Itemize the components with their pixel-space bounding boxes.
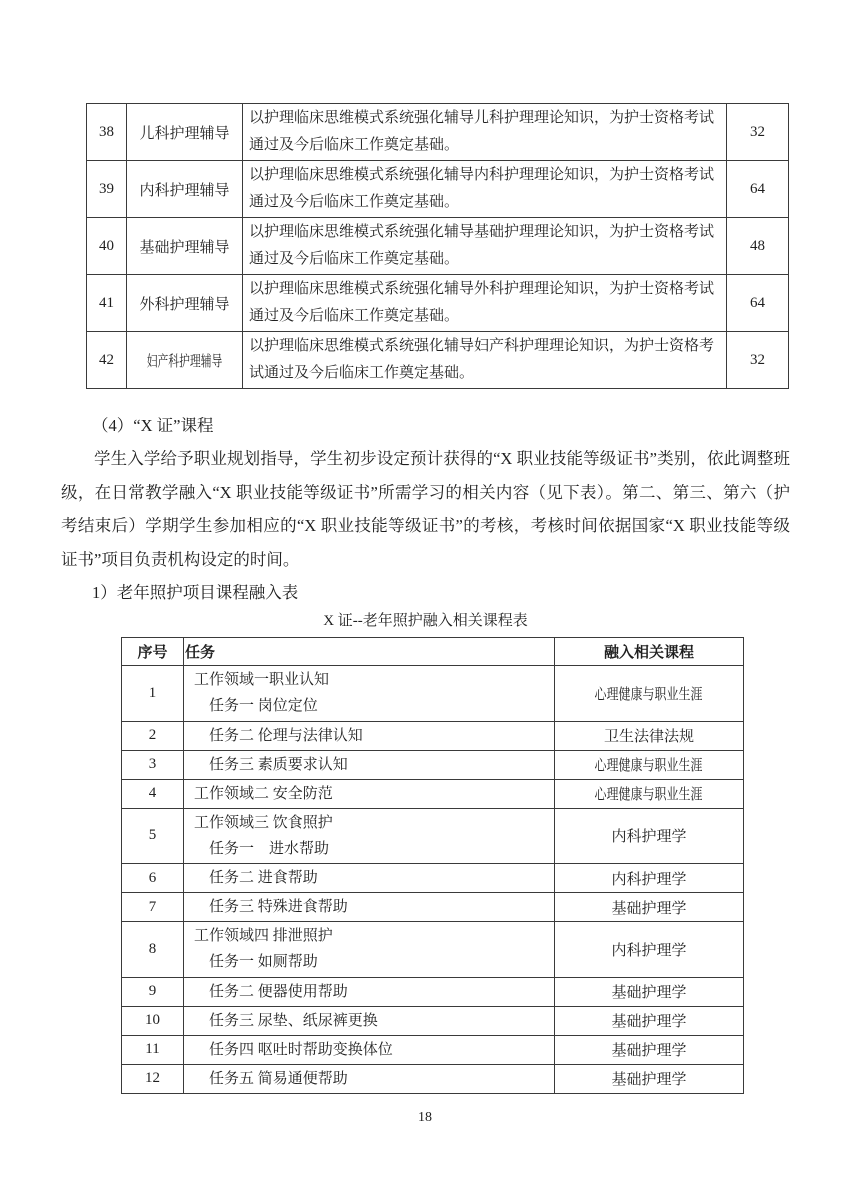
task-text: 任务一 岗位定位 xyxy=(209,698,318,715)
fusion-row xyxy=(122,977,744,1006)
course-name-text: 妇产科护理辅导 xyxy=(146,353,223,370)
related-course xyxy=(555,779,744,808)
work-domain-text: 工作领域二 安全防范 xyxy=(194,785,333,802)
page-number: 18 xyxy=(418,1110,432,1125)
row-number: 1 xyxy=(122,666,184,722)
task-text: 任务四 呕吐时帮助变换体位 xyxy=(209,1041,393,1058)
work-domain-text: 工作领域四 排泄照护 xyxy=(194,928,333,945)
related-course: 内科护理学 xyxy=(555,808,744,864)
row-number: 10 xyxy=(122,1006,184,1035)
course-hours: 32 xyxy=(727,332,789,389)
fusion-row xyxy=(122,750,744,779)
task-cell xyxy=(184,666,555,722)
task-cell xyxy=(184,750,555,779)
fusion-row xyxy=(122,779,744,808)
fusion-row xyxy=(122,893,744,922)
row-number: 9 xyxy=(122,977,184,1006)
related-course: 基础护理学 xyxy=(555,1006,744,1035)
fusion-row xyxy=(122,808,744,864)
course-hours: 32 xyxy=(727,104,789,161)
fusion-table-caption: X 证--老年照护融入相关课程表 xyxy=(323,613,528,629)
task-text: 任务二 伦理与法律认知 xyxy=(209,727,363,744)
section-paragraph: 学生入学给予职业规划指导，学生初步设定预计获得的“X 职业技能等级证书”类别，依此调整班级，在日常教学融入“X 职业技能等级证书”所需学习的相关内容（见下表）。第二、第三、第六（护考结束后）学期学生参加相应的“X 职业技能等级证书”的考核，考核时间依据国家“X 职业技能等级证书”项目负责机构设定的时间。 xyxy=(61,449,790,569)
course-hours: 64 xyxy=(727,275,789,332)
task-cell xyxy=(184,808,555,864)
course-number: 42 xyxy=(87,332,127,389)
related-course: 卫生法律法规 xyxy=(555,721,744,750)
work-domain-text: 工作领域一职业认知 xyxy=(194,672,330,689)
related-course xyxy=(555,750,744,779)
course-description: 以护理临床思维模式系统强化辅导内科护理理论知识，为护士资格考试通过及今后临床工作奠定基础。 xyxy=(243,161,727,218)
fusion-row xyxy=(122,864,744,893)
task-text: 任务五 简易通便帮助 xyxy=(209,1070,348,1087)
related-course-text: 心理健康与职业生涯 xyxy=(594,686,703,703)
row-number: 6 xyxy=(122,864,184,893)
course-description: 以护理临床思维模式系统强化辅导基础护理理论知识，为护士资格考试通过及今后临床工作奠定基础。 xyxy=(243,218,727,275)
row-number: 2 xyxy=(122,721,184,750)
fusion-row xyxy=(122,1035,744,1064)
row-number: 5 xyxy=(122,808,184,864)
task-cell xyxy=(184,1035,555,1064)
work-domain-text: 工作领域三 饮食照护 xyxy=(194,814,333,831)
row-number: 7 xyxy=(122,893,184,922)
elder-care-fusion-table xyxy=(121,637,744,1094)
header-任务: 任务 xyxy=(184,638,555,666)
fusion-table-body xyxy=(122,666,744,1094)
row-number: 8 xyxy=(122,922,184,978)
course-number: 39 xyxy=(87,161,127,218)
list-item-elder-care-table: 1）老年照护项目课程融入表 xyxy=(92,583,299,602)
header-融入相关课程: 融入相关课程 xyxy=(555,638,744,666)
course-name xyxy=(127,332,243,389)
fusion-row xyxy=(122,1006,744,1035)
row-number: 3 xyxy=(122,750,184,779)
task-cell xyxy=(184,977,555,1006)
course-description: 以护理临床思维模式系统强化辅导儿科护理理论知识，为护士资格考试通过及今后临床工作奠定基础。 xyxy=(243,104,727,161)
task-cell xyxy=(184,1006,555,1035)
task-cell xyxy=(184,779,555,808)
fusion-row xyxy=(122,666,744,722)
fusion-row xyxy=(122,1064,744,1093)
related-course: 内科护理学 xyxy=(555,864,744,893)
course-hours: 64 xyxy=(727,161,789,218)
course-description: 以护理临床思维模式系统强化辅导妇产科护理理论知识，为护士资格考试通过及今后临床工作奠定基础。 xyxy=(243,332,727,389)
tutoring-row xyxy=(87,104,789,161)
related-course xyxy=(555,666,744,722)
row-number: 4 xyxy=(122,779,184,808)
task-text: 任务三 素质要求认知 xyxy=(209,756,348,773)
task-text: 任务一 进水帮助 xyxy=(209,840,330,857)
related-course-text: 心理健康与职业生涯 xyxy=(594,787,703,803)
task-cell xyxy=(184,721,555,750)
task-cell xyxy=(184,1064,555,1093)
task-text: 任务一 如厕帮助 xyxy=(209,954,318,971)
course-name: 外科护理辅导 xyxy=(127,275,243,332)
fusion-table-header-row xyxy=(122,638,744,666)
course-description: 以护理临床思维模式系统强化辅导外科护理理论知识，为护士资格考试通过及今后临床工作奠定基础。 xyxy=(243,275,727,332)
task-text: 任务二 进食帮助 xyxy=(209,870,318,886)
related-course: 基础护理学 xyxy=(555,977,744,1006)
row-number: 12 xyxy=(122,1064,184,1093)
related-course: 内科护理学 xyxy=(555,922,744,978)
task-text: 任务三 特殊进食帮助 xyxy=(209,899,348,915)
tutoring-courses-table xyxy=(86,103,789,389)
course-number: 38 xyxy=(87,104,127,161)
fusion-row xyxy=(122,922,744,978)
task-cell xyxy=(184,922,555,978)
task-cell xyxy=(184,893,555,922)
course-hours: 48 xyxy=(727,218,789,275)
related-course: 基础护理学 xyxy=(555,1035,744,1064)
course-number: 40 xyxy=(87,218,127,275)
header-序号: 序号 xyxy=(122,638,184,666)
course-name: 基础护理辅导 xyxy=(127,218,243,275)
related-course: 基础护理学 xyxy=(555,893,744,922)
course-name: 儿科护理辅导 xyxy=(127,104,243,161)
related-course-text: 心理健康与职业生涯 xyxy=(594,758,703,774)
tutoring-row xyxy=(87,218,789,275)
section-heading: （4）“X 证”课程 xyxy=(92,416,214,435)
task-cell xyxy=(184,864,555,893)
fusion-row xyxy=(122,721,744,750)
task-text: 任务二 便器使用帮助 xyxy=(209,983,348,1000)
tutoring-row xyxy=(87,332,789,389)
course-name: 内科护理辅导 xyxy=(127,161,243,218)
course-number: 41 xyxy=(87,275,127,332)
tutoring-courses-table-body xyxy=(87,104,789,389)
tutoring-row xyxy=(87,275,789,332)
row-number: 11 xyxy=(122,1035,184,1064)
related-course: 基础护理学 xyxy=(555,1064,744,1093)
fusion-table-header xyxy=(122,638,744,666)
tutoring-row xyxy=(87,161,789,218)
task-text: 任务三 尿垫、纸尿裤更换 xyxy=(209,1012,378,1029)
